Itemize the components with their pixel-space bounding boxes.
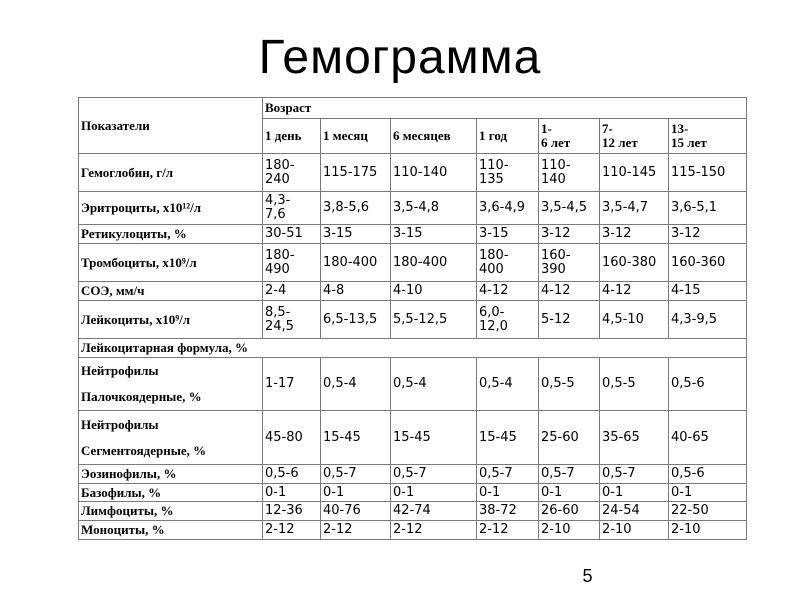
indicator-name: Тромбоциты, х10⁹/л bbox=[79, 244, 263, 282]
value-cell: 3-15 bbox=[477, 225, 539, 244]
value-cell: 2-12 bbox=[477, 521, 539, 540]
value-cell: 110- 135 bbox=[477, 154, 539, 192]
table-row bbox=[79, 484, 747, 502]
indicators-header: Показатели bbox=[79, 98, 263, 154]
table-row bbox=[79, 502, 747, 521]
table-row bbox=[79, 154, 747, 192]
value-cell: 2-10 bbox=[669, 521, 747, 540]
value-cell: 160-380 bbox=[600, 244, 669, 282]
value-cell: 40-65 bbox=[669, 411, 747, 465]
value-cell: 0,5-7 bbox=[477, 465, 539, 484]
value-cell: 0-1 bbox=[669, 484, 747, 502]
value-cell: 3,5-4,5 bbox=[539, 192, 600, 225]
value-cell: 0,5-5 bbox=[539, 358, 600, 411]
value-cell: 2-10 bbox=[539, 521, 600, 540]
indicator-name: Гемоглобин, г/л bbox=[79, 154, 263, 192]
value-cell: 40-76 bbox=[321, 502, 391, 521]
value-cell: 0,5-6 bbox=[669, 465, 747, 484]
table-row bbox=[79, 282, 747, 301]
age-column-header: 1 день bbox=[263, 119, 321, 154]
indicator-name: Базофилы, % bbox=[79, 484, 263, 502]
indicator-name: Моноциты, % bbox=[79, 521, 263, 540]
indicator-name: Эритроциты, х10¹²/л bbox=[79, 192, 263, 225]
value-cell: 4-12 bbox=[539, 282, 600, 301]
value-cell: 8,5- 24,5 bbox=[263, 301, 321, 339]
value-cell: 110- 140 bbox=[539, 154, 600, 192]
value-cell: 180-400 bbox=[391, 244, 477, 282]
hemogram-table bbox=[78, 97, 746, 540]
value-cell: 0,5-4 bbox=[321, 358, 391, 411]
value-cell: 4-12 bbox=[600, 282, 669, 301]
age-column-header: 7- 12 лет bbox=[600, 119, 669, 154]
value-cell: 26-60 bbox=[539, 502, 600, 521]
value-cell: 3,8-5,6 bbox=[321, 192, 391, 225]
value-cell: 115-175 bbox=[321, 154, 391, 192]
indicator-name-main: Нейтрофилы bbox=[81, 363, 159, 378]
value-cell: 115-150 bbox=[669, 154, 747, 192]
value-cell: 3-15 bbox=[321, 225, 391, 244]
age-column-header: 1 месяц bbox=[321, 119, 391, 154]
value-cell: 4,5-10 bbox=[600, 301, 669, 339]
slide-title: Гемограмма bbox=[258, 31, 542, 84]
value-cell: 4-10 bbox=[391, 282, 477, 301]
value-cell: 2-12 bbox=[391, 521, 477, 540]
value-cell: 6,0- 12,0 bbox=[477, 301, 539, 339]
value-cell: 0,5-7 bbox=[321, 465, 391, 484]
table-row bbox=[79, 301, 747, 339]
value-cell: 160-360 bbox=[669, 244, 747, 282]
value-cell: 42-74 bbox=[391, 502, 477, 521]
value-cell: 0,5-4 bbox=[391, 358, 477, 411]
value-cell: 0-1 bbox=[600, 484, 669, 502]
value-cell: 4-12 bbox=[477, 282, 539, 301]
value-cell: 30-51 bbox=[263, 225, 321, 244]
table-row bbox=[79, 98, 747, 119]
value-cell: 4,3-9,5 bbox=[669, 301, 747, 339]
age-header: Возраст bbox=[263, 98, 747, 119]
age-column-header: 1- 6 лет bbox=[539, 119, 600, 154]
value-cell: 180- 240 bbox=[263, 154, 321, 192]
table-row bbox=[79, 358, 747, 411]
value-cell: 4-8 bbox=[321, 282, 391, 301]
table-row bbox=[79, 521, 747, 540]
value-cell: 15-45 bbox=[391, 411, 477, 465]
leukocyte-formula-header: Лейкоцитарная формула, % bbox=[79, 339, 747, 358]
value-cell: 110-140 bbox=[391, 154, 477, 192]
value-cell: 180- 490 bbox=[263, 244, 321, 282]
table-row bbox=[79, 411, 747, 465]
value-cell: 2-12 bbox=[321, 521, 391, 540]
value-cell: 25-60 bbox=[539, 411, 600, 465]
indicator-name-main: Нейтрофилы bbox=[81, 416, 159, 432]
value-cell: 0,5-4 bbox=[477, 358, 539, 411]
indicator-name: Лимфоциты, % bbox=[79, 502, 263, 521]
value-cell: 3-12 bbox=[539, 225, 600, 244]
value-cell: 3-12 bbox=[669, 225, 747, 244]
value-cell: 110-145 bbox=[600, 154, 669, 192]
value-cell: 0,5-7 bbox=[600, 465, 669, 484]
value-cell: 3-12 bbox=[600, 225, 669, 244]
table-row bbox=[79, 465, 747, 484]
value-cell: 3-15 bbox=[391, 225, 477, 244]
value-cell: 0-1 bbox=[539, 484, 600, 502]
indicator-name: СОЭ, мм/ч bbox=[79, 282, 263, 301]
value-cell: 0,5-7 bbox=[391, 465, 477, 484]
value-cell: 15-45 bbox=[477, 411, 539, 465]
indicator-name bbox=[79, 358, 263, 411]
value-cell: 3,5-4,8 bbox=[391, 192, 477, 225]
indicator-name-sub: Сегментоядерные, % bbox=[81, 442, 207, 458]
page-number: 5 bbox=[582, 566, 593, 586]
age-column-header: 1 год bbox=[477, 119, 539, 154]
value-cell: 0,5-6 bbox=[263, 465, 321, 484]
age-column-header: 6 месяцев bbox=[391, 119, 477, 154]
value-cell: 180- 400 bbox=[477, 244, 539, 282]
indicator-name: Ретикулоциты, % bbox=[79, 225, 263, 244]
value-cell: 0,5-7 bbox=[539, 465, 600, 484]
value-cell: 5,5-12,5 bbox=[391, 301, 477, 339]
age-column-header: 13- 15 лет bbox=[669, 119, 747, 154]
value-cell: 0-1 bbox=[477, 484, 539, 502]
value-cell: 15-45 bbox=[321, 411, 391, 465]
value-cell: 160- 390 bbox=[539, 244, 600, 282]
value-cell: 0-1 bbox=[391, 484, 477, 502]
value-cell: 45-80 bbox=[263, 411, 321, 465]
value-cell: 0,5-6 bbox=[669, 358, 747, 411]
table-row bbox=[79, 192, 747, 225]
value-cell: 5-12 bbox=[539, 301, 600, 339]
indicator-name: Эозинофилы, % bbox=[79, 465, 263, 484]
table-row bbox=[79, 244, 747, 282]
value-cell: 22-50 bbox=[669, 502, 747, 521]
value-cell: 4-15 bbox=[669, 282, 747, 301]
value-cell: 180-400 bbox=[321, 244, 391, 282]
table-row bbox=[79, 339, 747, 358]
value-cell: 1-17 bbox=[263, 358, 321, 411]
value-cell: 3,6-4,9 bbox=[477, 192, 539, 225]
value-cell: 3,5-4,7 bbox=[600, 192, 669, 225]
value-cell: 0-1 bbox=[321, 484, 391, 502]
value-cell: 2-4 bbox=[263, 282, 321, 301]
indicator-name-sub: Палочкоядерные, % bbox=[81, 389, 202, 404]
value-cell: 3,6-5,1 bbox=[669, 192, 747, 225]
value-cell: 2-10 bbox=[600, 521, 669, 540]
value-cell: 4,3- 7,6 bbox=[263, 192, 321, 225]
table-row bbox=[79, 225, 747, 244]
value-cell: 38-72 bbox=[477, 502, 539, 521]
value-cell: 35-65 bbox=[600, 411, 669, 465]
indicator-name bbox=[79, 411, 263, 465]
value-cell: 0,5-5 bbox=[600, 358, 669, 411]
value-cell: 2-12 bbox=[263, 521, 321, 540]
value-cell: 0-1 bbox=[263, 484, 321, 502]
value-cell: 6,5-13,5 bbox=[321, 301, 391, 339]
value-cell: 24-54 bbox=[600, 502, 669, 521]
indicator-name: Лейкоциты, х10⁹/л bbox=[79, 301, 263, 339]
value-cell: 12-36 bbox=[263, 502, 321, 521]
